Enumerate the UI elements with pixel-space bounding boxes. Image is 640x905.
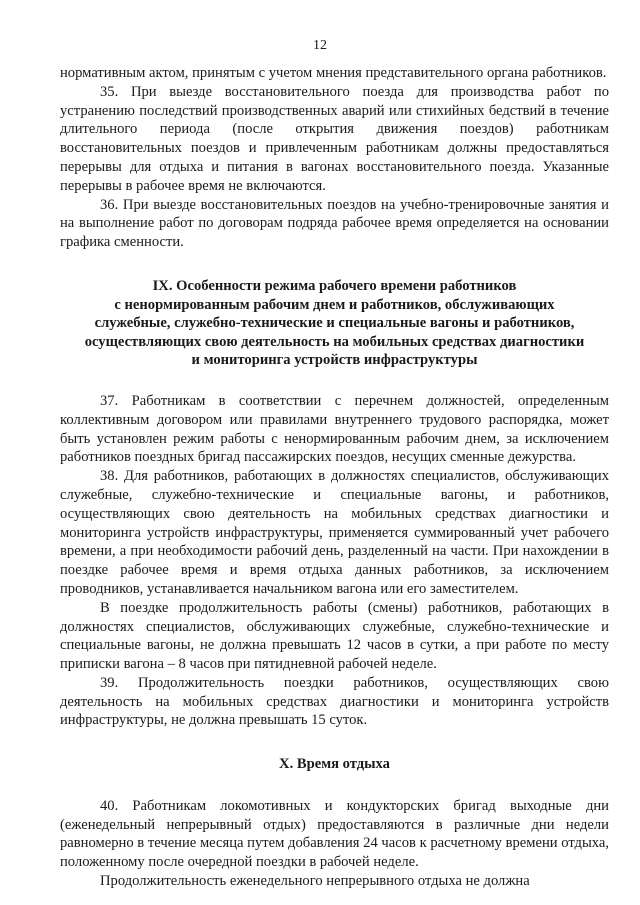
section-ix-heading-line: и мониторинга устройств инфраструктуры [191,352,478,369]
paragraph-36: 36. При выезде восстановительных поездов на учебно-тренировочные занятия и на выполнение работ по договорам подряда рабочее время определяется на основании графика сменности. [60,196,609,251]
page-number: 12 [313,38,327,53]
paragraph-37: 37. Работникам в соответствии с перечнем должностей, определенным коллективным договором или правилами внутреннего трудового распорядка, может быть установлен режим работы с ненормированным рабочим днем, за исключением работников поездных бригад пассажирских поездов, несущих сменные дежурства. [60,392,609,466]
section-ix-heading-line: осуществляющих свою деятельность на мобильных средствах диагностики [84,333,585,350]
section-x-heading: X. Время отдыха [279,756,390,773]
section-ix-heading [60,277,609,370]
document-body [60,64,609,891]
section-ix-heading-line: служебные, служебно-технические и специальные вагоны и работников, [94,315,575,332]
paragraph-35: 35. При выезде восстановительного поезда для производства работ по устранению последствий производственных аварий или стихийных бедствий в течение длительного периода (после открытия движения поездов) работникам восстановительных поездов и привлеченным работникам должны предоставляться перерывы для отдыха и питания в вагонах восстановительного поезда. Указанные перерывы в рабочее время не включаются. [60,83,609,194]
section-ix-heading-line: с ненормированным рабочим днем и работников, обслуживающих [114,296,555,313]
paragraph-continuation: нормативным актом, принятым с учетом мнения представительного органа работников. [60,65,607,81]
paragraph-40-part-2: Продолжительность еженедельного непрерывного отдыха не должна [100,873,530,890]
paragraph-39: 39. Продолжительность поездки работников, осуществляющих свою деятельность на мобильных средствах диагностики и мониторинга устройств инфраструктуры, не должна превышать 15 суток. [60,674,609,729]
paragraph-38: 38. Для работников, работающих в должностях специалистов, обслуживающих служебные, служебно-технические и специальные вагоны, и работников, осуществляющих свою деятельность на мобильных средствах диагностики и мониторинга устройств инфраструктуры, применяется суммированный учет рабочего времени, а при необходимости рабочий день, разделенный на части. При нахождении в поездке рабочее время и время отдыха данных работников, за исключением проводников, устанавливается начальником вагона или его заместителем. [60,468,609,597]
paragraph-40: 40. Работникам локомотивных и кондукторских бригад выходные дни (еженедельный непрерывный отдых) предоставляются в различные дни недели равномерно в течение месяца путем добавления 24 часов к расчетному времени отдыха, положенному после очередной поездки в рабочей неделе. [60,797,609,871]
section-ix-heading-line: IX. Особенности режима рабочего времени работников [152,277,517,294]
paragraph-38-part-2: В поездке продолжительность работы (смены) работников, работающих в должностях специалистов, обслуживающих служебные, служебно-технические и специальные вагоны, не должна превышать 12 часов в сутки, а при работе по месту приписки вагона – 8 часов при пятидневной рабочей неделе. [60,599,609,673]
